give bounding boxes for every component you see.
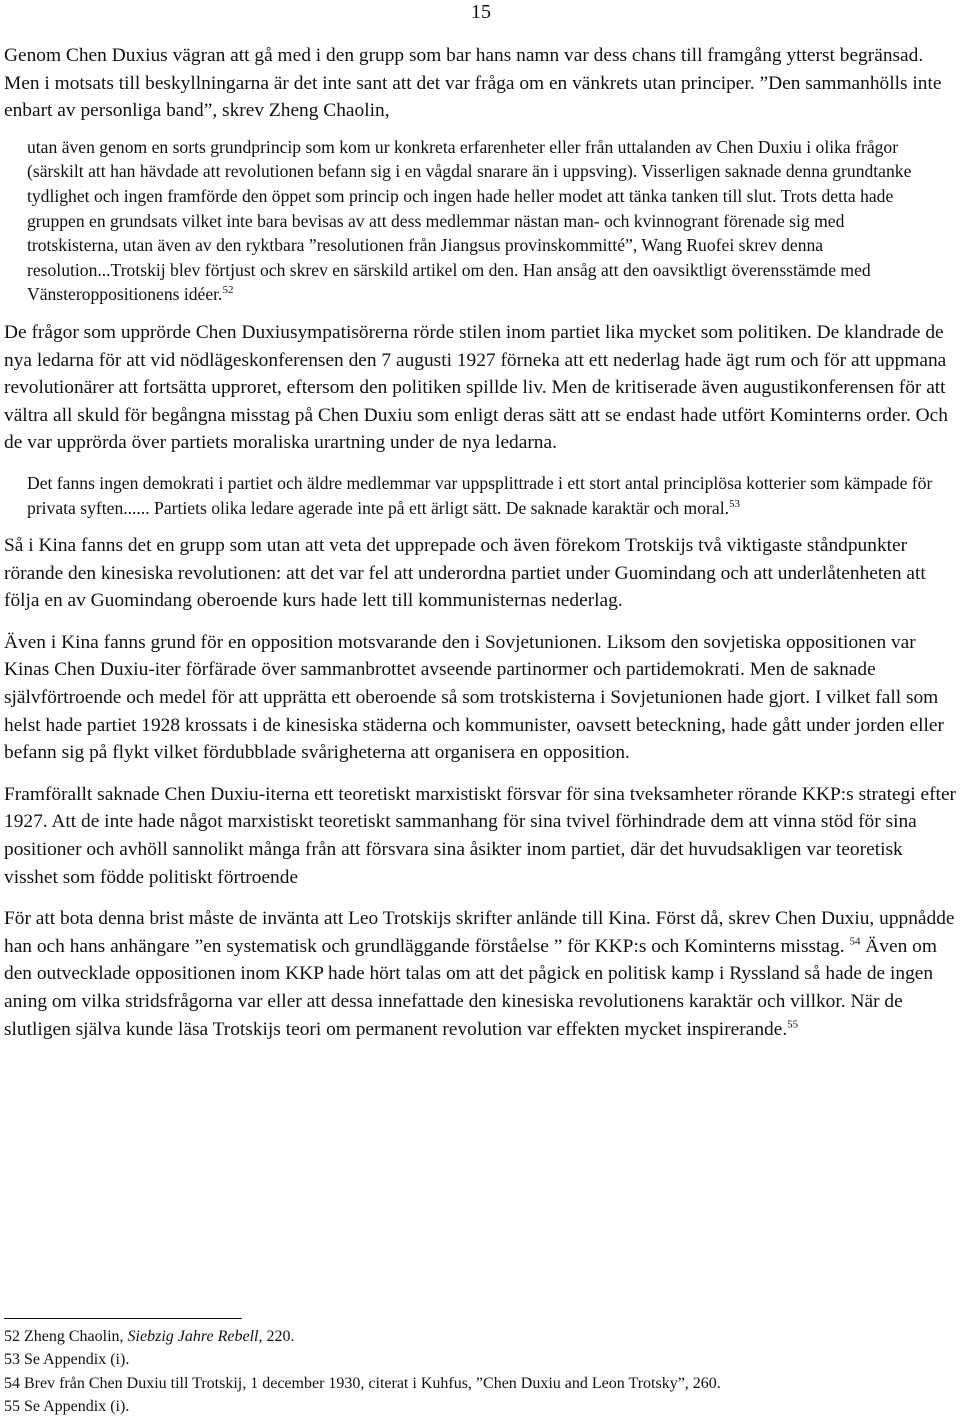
footnote-ref-52[interactable]: 52: [222, 284, 234, 297]
block-quote-party-democracy: [27, 471, 933, 520]
paragraph-5-text: Så i Kina fanns det en grupp som utan att veta det upprepade och även förekom Trotskijs två viktigaste ståndpunkter rörande den kinesiska revolutionen: att det var fel att underordna partiet under Guomindang och att underlåtenheten att följa en av Guomindang oberoende kurs hade lett till kommunisternas nederlag.: [4, 535, 926, 612]
footnote-52-before: 52 Zheng Chaolin,: [4, 1328, 128, 1345]
paragraph-7-text: Framförallt saknade Chen Duxiu-iterna ett teoretiskt marxistiskt försvar för sina tveksamheter rörande KKP:s strategi efter 1927. Att de inte hade något marxistiskt teoretiskt sammanhang för sina tvivel förhindrade dem att vinna stöd för sina positioner och avhöll sannolikt många från att försvara sina åsikter inom partiet, där det huvudsakligen var teoretisk visshet som födde politiskt förtroende: [4, 783, 957, 888]
footnote-ref-54[interactable]: 54: [849, 935, 861, 948]
paragraph-3: [4, 319, 956, 457]
footnote-ref-55[interactable]: 55: [787, 1018, 799, 1031]
paragraph-1: [4, 42, 956, 125]
page-number: 15: [471, 1, 491, 23]
paragraph-6-text: Även i Kina fanns grund för en opposition motsvarande den i Sovjetunionen. Liksom den sovjetiska oppositionen var Kinas Chen Duxiu-iter förfärade över sammanbrottet avseende partinormer och partidemokrati. Men de saknade självförtroende och medel för att upprätta ett oberoende så som trotskisterna i Sovjetunionen hade gjort. I vilket fall som helst hade partiet 1928 krossats i de kinesiska städerna och kommunister, oavsett beteckning, hade gått under jorden eller befann sig på flykt vilket fördubblade svårigheterna att organisera en opposition.: [4, 631, 944, 764]
document-body: [4, 42, 956, 1057]
footnote-52-title: Siebzig Jahre Rebell: [127, 1328, 259, 1345]
footnote-55: 55 Se Appendix (i).: [4, 1398, 130, 1416]
footnote-53: 53 Se Appendix (i).: [4, 1351, 130, 1369]
quote-1-text: utan även genom en sorts grundprincip som kom ur konkreta erfarenheter eller från uttalanden av Chen Duxiu i olika frågor (särskilt att han hävdade att revolutionen befann sig i en vågdal snarare än i uppsving). Visserligen saknade denna grundtanke tydlighet och ingen framförde den öppet som princip och ingen hade heller modet att tänka tanken till slut. Trots detta hade gruppen en grundsats vilket inte bara bevisas av att dess medlemmar nästan man- och kvinnogrant förenade sig med trotskisterna, utan även av den ryktbara ”resolutionen från Jiangsus provinskommitté”, Wang Ruofei skrev denna resolution...Trotskij blev förtjust och skrev en särskild artikel om den. Han ansåg att den oavsiktligt överensstämde med Vänsteroppositionens idéer.: [27, 136, 912, 305]
paragraph-5: [4, 532, 956, 615]
paragraph-8: [4, 905, 956, 1043]
footnote-ref-53[interactable]: 53: [729, 497, 740, 510]
footnote-52-after: , 220.: [258, 1328, 295, 1345]
block-quote-zheng-chaolin: [27, 135, 933, 307]
paragraph-7: [4, 781, 956, 891]
paragraph-3-text: De frågor som upprörde Chen Duxiusympatisörerna rörde stilen inom partiet lika mycket som politiken. De klandrade de nya ledarna för att vid nödlägeskonferensen den 7 augusti 1927 förneka att ett nederlag hade ägt rum och för att uppmana revolutionärer att fortsätta upproret, eftersom den politiken spillde liv. Men de kritiserade även augustikonferensen för att vältra all skuld för begångna misstag på Chen Duxiu som enligt deras sätt att se endast hade utfört Kominterns order. Och de var upprörda över partiets moraliska urartning under de nya ledarna.: [4, 321, 948, 454]
footnote-separator: [4, 1318, 242, 1319]
footnotes: [4, 1325, 944, 1419]
paragraph-1-text: Genom Chen Duxius vägran att gå med i den grupp som bar hans namn var dess chans till framgång ytterst begränsad. Men i motsats till beskyllningarna är det inte sant att det var fråga om en vänkrets utan principer. ”Den sammanhölls inte enbart av personliga band”, skrev Zheng Chaolin,: [4, 45, 942, 122]
quote-2-text: Det fanns ingen demokrati i partiet och äldre medlemmar var uppsplittrade i ett stort antal principlösa kotterier som kämpade för privata syften...... Partiets olika ledare agerade inte på ett ärligt sätt. De saknade karaktär och moral.: [27, 472, 933, 518]
paragraph-8-text-after: Även om den outvecklade oppositionen inom KKP hade hört talas om att det pågick en politisk kamp i Ryssland så hade de ingen aning om vilka stridsfrågorna var eller att dessa innefattade den kinesiska revolutionens karaktär och villkor. När de slutligen själva kunde läsa Trotskijs teori om permanent revolution var effekten mycket inspirerande.: [4, 935, 937, 1040]
footnote-52: [4, 1325, 944, 1348]
paragraph-8-text-before: För att bota denna brist måste de invänta att Leo Trotskijs skrifter anlände till Kina. Först då, skrev Chen Duxiu, uppnådde han och hans anhängare ”en systematisk och grundläggande förståelse ” för KKP:s och Kominterns misstag.: [4, 908, 955, 957]
paragraph-6: [4, 629, 956, 767]
footnote-54: 54 Brev från Chen Duxiu till Trotskij, 1 december 1930, citerat i Kuhfus, ”Chen Duxiu and Leon Trotsky”, 260.: [4, 1374, 721, 1392]
